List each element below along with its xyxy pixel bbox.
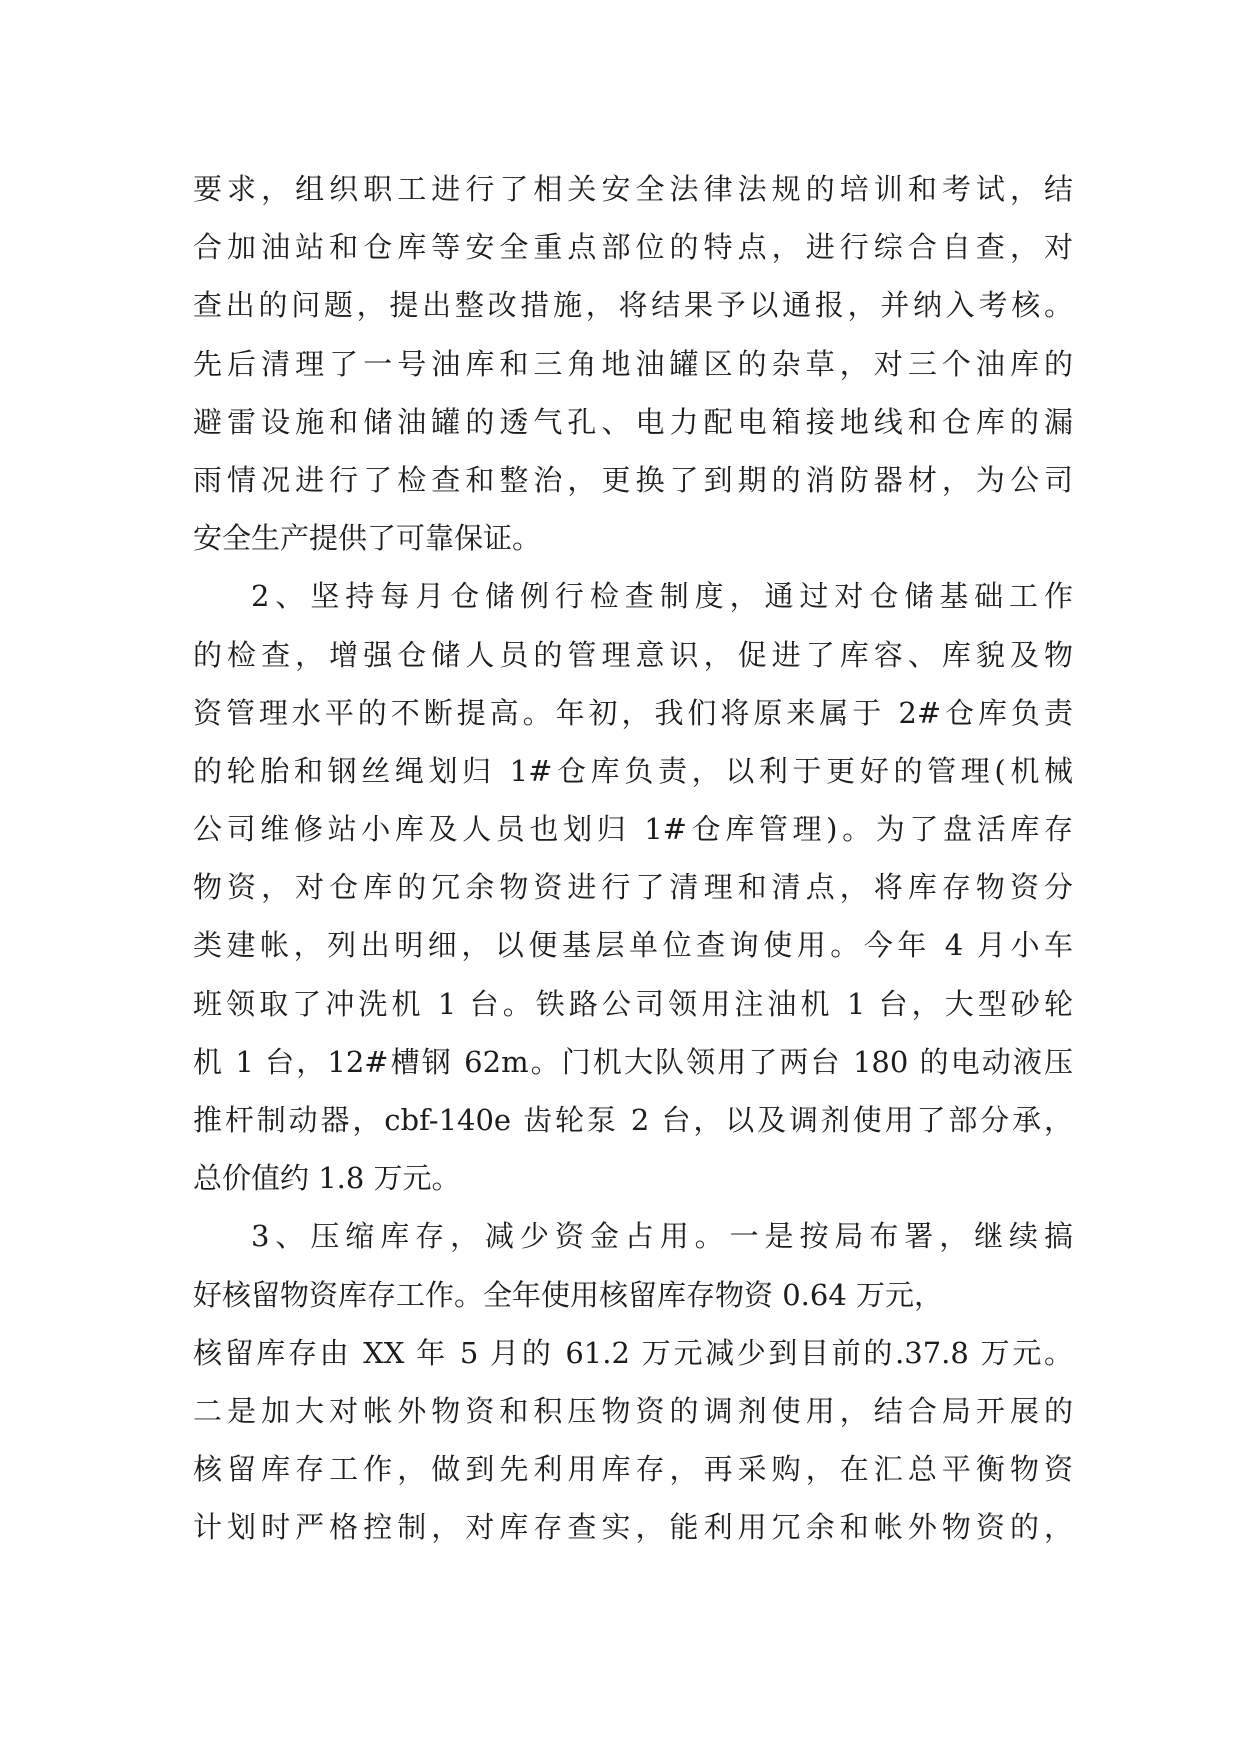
text-line: 的检查，增强仓储人员的管理意识，促进了库容、库貌及物 [193,637,1073,672]
text-line: 避雷设施和储油罐的透气孔、电力配电箱接地线和仓库的漏 [193,404,1073,439]
text-line: 安全生产提供了可靠保证。 [193,521,542,556]
body-text [193,160,1073,1557]
text-line: 班领取了冲洗机 1 台。铁路公司领用注油机 1 台，大型砂轮 [193,986,1073,1021]
text-line: 要求，组织职工进行了相关安全法律法规的培训和考试，结 [193,172,1073,206]
text-line: 物资，对仓库的冗余物资进行了清理和清点，将库存物资分 [193,870,1073,905]
text-line: 雨情况进行了检查和整治，更换了到期的消防器材，为公司 [193,462,1073,497]
text-line: 类建帐，列出明细，以便基层单位查询使用。今年 4 月小车 [193,928,1073,963]
paragraph-start-line: 2、坚持每月仓储例行检查制度，通过对仓储基础工作 [251,579,1073,614]
text-line: 公司维修站小库及人员也划归 1#仓库管理)。为了盘活库存 [193,812,1073,847]
text-line: 好核留物资库存工作。全年使用核留库存物资 0.64 万元， [193,1277,944,1312]
text-line: 核留库存由 XX 年 5 月的 61.2 万元减少到目前的.37.8 万元。 [193,1335,1073,1370]
text-line: 核留库存工作，做到先利用库存，再采购，在汇总平衡物资 [193,1452,1073,1487]
text-line: 二是加大对帐外物资和积压物资的调剂使用，结合局开展的 [193,1393,1073,1428]
text-line: 查出的问题，提出整改措施，将结果予以通报，并纳入考核。 [193,288,1073,323]
text-line: 总价值约 1.8 万元。 [193,1161,461,1196]
paragraph-start-line: 3、压缩库存，减少资金占用。一是按局布署，继续搞 [251,1219,1073,1254]
text-line: 先后清理了一号油库和三角地油罐区的杂草，对三个油库的 [193,346,1073,381]
text-line: 计划时严格控制，对库存查实，能利用冗余和帐外物资的， [193,1510,1073,1545]
text-line: 的轮胎和钢丝绳划归 1#仓库负责，以利于更好的管理(机械 [193,753,1073,788]
text-line: 合加油站和仓库等安全重点部位的特点，进行综合自查，对 [193,230,1073,265]
text-line: 机 1 台，12#槽钢 62m。门机大队领用了两台 180 的电动液压 [193,1044,1073,1079]
text-line: 推杆制动器，cbf-140e 齿轮泵 2 台，以及调剂使用了部分承， [193,1103,1073,1137]
text-line: 资管理水平的不断提高。年初，我们将原来属于 2#仓库负责 [193,695,1073,730]
